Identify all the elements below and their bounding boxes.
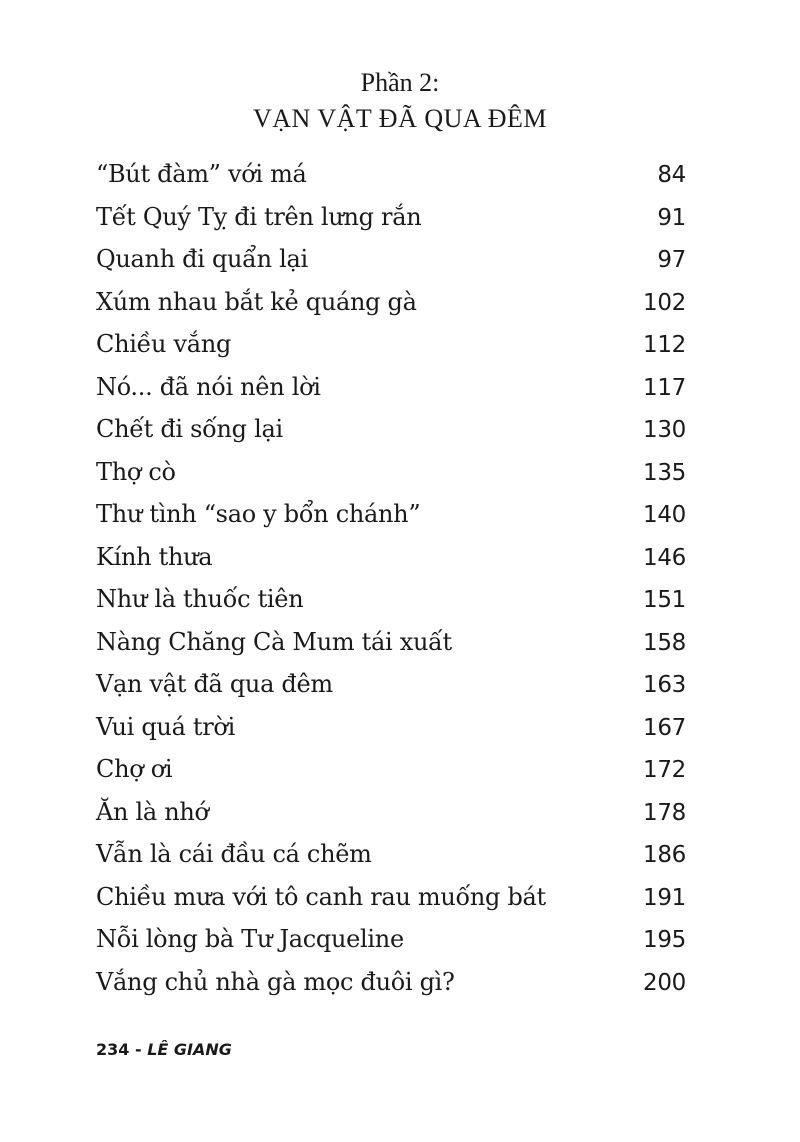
toc-entry-title: Vắng chủ nhà gà mọc đuôi gì? xyxy=(96,967,455,996)
toc-entry-title: Chết đi sống lại xyxy=(96,415,283,443)
toc-entry-title: Ăn là nhớ xyxy=(96,797,209,826)
toc-entry-page-number: 117 xyxy=(643,374,686,401)
toc-entry xyxy=(96,536,686,579)
toc-entry-page-number: 130 xyxy=(643,417,686,443)
toc-entry-page-number: 178 xyxy=(643,799,686,826)
toc-entry-title: Kính thưa xyxy=(96,542,213,571)
toc-entry-title: Thợ cò xyxy=(96,457,176,486)
toc-entry xyxy=(96,366,686,409)
toc-entry-title: Thư tình “sao y bổn chánh” xyxy=(96,500,421,528)
page-footer xyxy=(96,1040,232,1059)
table-of-contents xyxy=(96,153,686,1003)
toc-entry xyxy=(96,408,686,451)
toc-entry xyxy=(96,621,686,664)
toc-entry-title: Chợ ơi xyxy=(96,755,173,783)
toc-entry xyxy=(96,578,686,621)
toc-entry xyxy=(96,961,686,1004)
toc-entry-title: Chiều vắng xyxy=(96,330,232,358)
toc-entry-title: Chiều mưa với tô canh rau muống bát xyxy=(96,882,546,911)
toc-entry-page-number: 84 xyxy=(657,162,686,188)
toc-entry-title: Nàng Chăng Cà Mum tái xuất xyxy=(96,627,452,656)
part-title: VẠN VẬT ĐÃ QUA ĐÊM xyxy=(252,104,548,133)
toc-entry-page-number: 158 xyxy=(643,629,686,656)
part-number: Phần 2: xyxy=(360,68,440,97)
toc-entry-page-number: 200 xyxy=(643,969,686,996)
toc-entry-page-number: 163 xyxy=(643,672,686,698)
toc-entry-page-number: 135 xyxy=(643,459,686,486)
toc-entry xyxy=(96,493,686,536)
toc-entry-title: Xúm nhau bắt kẻ quáng gà xyxy=(96,287,417,316)
toc-entry-page-number: 195 xyxy=(643,927,686,953)
toc-entry-title: Như là thuốc tiên xyxy=(96,585,304,613)
toc-entry-title: Vẫn là cái đầu cá chẽm xyxy=(96,840,372,868)
toc-entry-page-number: 112 xyxy=(643,332,686,358)
toc-entry-page-number: 167 xyxy=(643,714,686,741)
toc-entry xyxy=(96,833,686,876)
toc-entry-page-number: 146 xyxy=(643,544,686,571)
toc-entry xyxy=(96,238,686,281)
toc-entry xyxy=(96,323,686,366)
toc-entry-title: Quanh đi quẩn lại xyxy=(96,245,308,273)
toc-entry xyxy=(96,663,686,706)
toc-entry xyxy=(96,791,686,834)
toc-entry-title: “Bút đàm” với má xyxy=(96,160,307,188)
toc-entry xyxy=(96,706,686,749)
toc-entry-page-number: 191 xyxy=(643,884,686,911)
toc-entry xyxy=(96,748,686,791)
toc-entry-title: Nó... đã nói nên lời xyxy=(96,372,321,401)
toc-entry xyxy=(96,281,686,324)
toc-entry-title: Vạn vật đã qua đêm xyxy=(96,670,333,698)
toc-entry-title: Tết Quý Tỵ đi trên lưng rắn xyxy=(96,202,422,231)
toc-entry xyxy=(96,153,686,196)
toc-entry-page-number: 97 xyxy=(657,247,686,273)
toc-entry xyxy=(96,918,686,961)
footer-author: LÊ GIANG xyxy=(147,1040,232,1059)
toc-entry-page-number: 102 xyxy=(643,289,686,316)
toc-entry xyxy=(96,451,686,494)
toc-entry-page-number: 151 xyxy=(643,587,686,613)
toc-entry xyxy=(96,876,686,919)
toc-entry-page-number: 172 xyxy=(643,757,686,783)
toc-entry-title: Nỗi lòng bà Tư Jacqueline xyxy=(96,925,404,953)
footer-page-number: 234 - xyxy=(96,1040,148,1059)
toc-entry xyxy=(96,196,686,239)
toc-entry-title: Vui quá trời xyxy=(96,712,235,741)
toc-entry-page-number: 186 xyxy=(643,842,686,868)
toc-entry-page-number: 91 xyxy=(657,204,686,231)
toc-entry-page-number: 140 xyxy=(643,502,686,528)
